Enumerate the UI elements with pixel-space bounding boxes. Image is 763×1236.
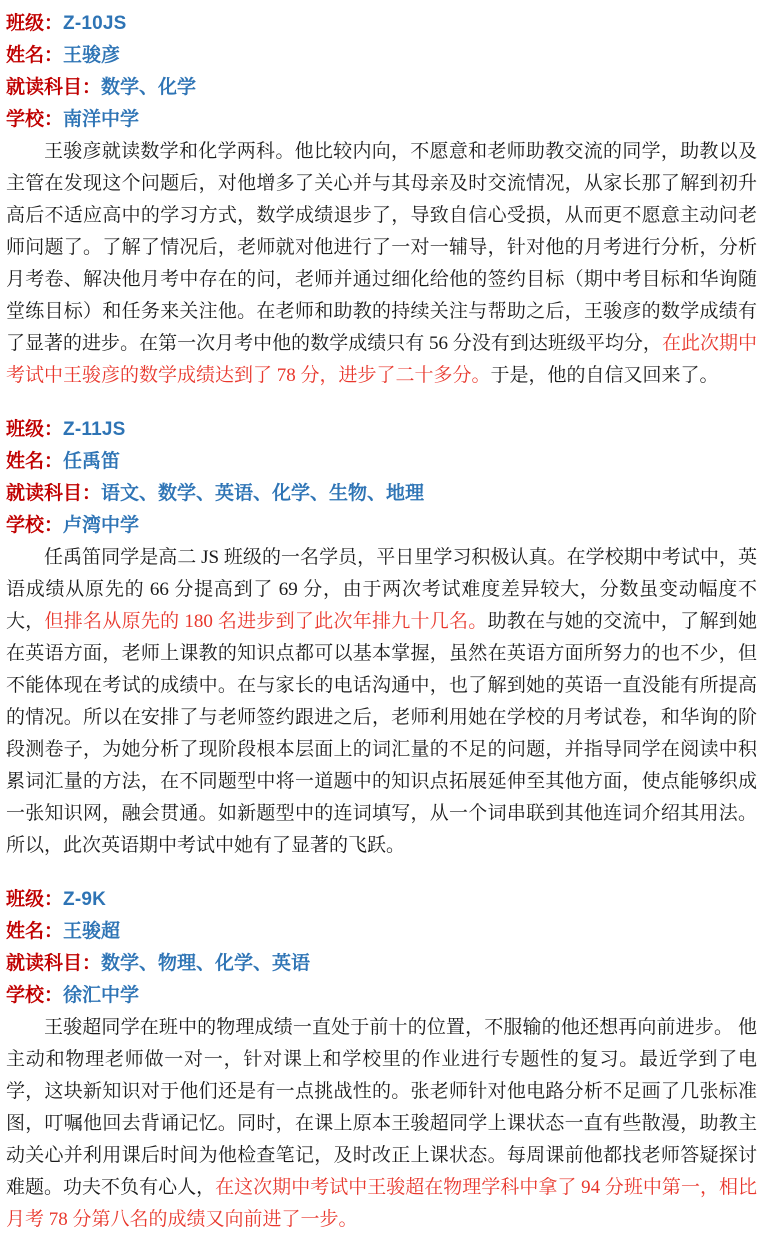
name-label: 姓名： (6, 45, 64, 66)
subjects-value: 语文、数学、英语、化学、生物、地理 (101, 483, 425, 504)
name-label: 姓名： (6, 921, 64, 942)
class-line (6, 8, 757, 40)
student-section-1 (6, 8, 757, 392)
body-text-run: 王骏彦就读数学和化学两科。他比较内向，不愿意和老师助教交流的同学，助教以及主管在发现这个问题后，对他增多了关心并与其母亲及时交流情况，从家长那了解到初升高后不适应高中的学习方式，数学成绩退步了，导致自信心受损，从而更不愿意主动问老师问题了。了解了情况后，老师就对他进行了一对一辅导，针对他的月考进行分析，分析月考卷、解决他月考中存在的问，老师并通过细化给他的签约目标（期中考目标和华询随堂练目标）和任务来关注他。在老师和助教的持续关注与帮助之后，王骏彦的数学成绩有了显著的进步。在第一次月考中他的数学成绩只有 56 分没有到达班级平均分， (6, 141, 757, 354)
school-value: 南洋中学 (63, 109, 140, 130)
name-value: 王骏超 (63, 921, 121, 942)
school-label: 学校： (6, 985, 64, 1006)
name-line (6, 446, 757, 478)
class-value: Z-10JS (63, 13, 127, 34)
body-text-run: 于是，他的自信又回来了。 (490, 365, 719, 386)
school-line (6, 980, 757, 1012)
class-label: 班级： (6, 419, 64, 440)
class-line (6, 414, 757, 446)
body-text-run: 助教在与她的交流中，了解到她在英语方面，老师上课教的知识点都可以基本掌握，虽然在英语方面所努力的也不少，但不能体现在考试的成绩中。在与家长的电话沟通中，也了解到她的英语一直没能有所提高的情况。所以在安排了与老师签约跟进之后，老师利用她在学校的月考试卷，和华询的阶段测卷子，为她分析了现阶段根本层面上的词汇量的不足的问题，并指导同学在阅读中积累词汇量的方法，在不同题型中将一道题中的知识点拓展延伸至其他方面，使点能够织成一张知识网，融会贯通。如新题型中的连词填写，从一个词串联到其他连词介绍其用法。所以，此次英语期中考试中她有了显著的飞跃。 (6, 611, 757, 856)
class-label: 班级： (6, 13, 64, 34)
school-value: 徐汇中学 (63, 985, 140, 1006)
school-line (6, 104, 757, 136)
student-section-3 (6, 884, 757, 1236)
subjects-label: 就读科目： (6, 77, 102, 98)
student-report-paragraph (6, 542, 757, 862)
school-label: 学校： (6, 109, 64, 130)
name-line (6, 916, 757, 948)
name-label: 姓名： (6, 451, 64, 472)
name-value: 任禹笛 (63, 451, 121, 472)
name-value: 王骏彦 (63, 45, 121, 66)
school-label: 学校： (6, 515, 64, 536)
body-text-run: 王骏超同学在班中的物理成绩一直处于前十的位置，不服输的他还想再向前进步。 他主动和物理老师做一对一，针对课上和学校里的作业进行专题性的复习。最近学到了电学，这块新知识对于他们还是有一点挑战性的。张老师针对他电路分析不足画了几张标准图，叮嘱他回去背诵记忆。同时，在课上原本王骏超同学上课状态一直有些散漫，助教主动关心并利用课后时间为他检查笔记，及时改正上课状态。每周课前他都找老师答疑探讨难题。功夫不负有心人， (6, 1017, 757, 1198)
subjects-line (6, 72, 757, 104)
school-line (6, 510, 757, 542)
highlighted-text-run: 但排名从原先的 180 名进步到了此次年排九十几名。 (44, 611, 488, 632)
class-value: Z-11JS (63, 419, 126, 440)
school-value: 卢湾中学 (63, 515, 140, 536)
subjects-line (6, 478, 757, 510)
student-section-2 (6, 414, 757, 862)
student-report-paragraph (6, 136, 757, 392)
student-report-paragraph (6, 1012, 757, 1236)
body-text-run: 任禹笛同学是高二 JS 班级的一名学员，平日里学习积极认真。在学校期中考试中，英语成绩从原先的 66 分提高到了 69 分，由于两次考试难度差异较大，分数虽变动幅度不大， (6, 547, 757, 632)
highlighted-text-run: 在这次期中考试中王骏超在物理学科中拿了 94 分班中第一，相比月考 78 分第八名的成绩又向前进了一步。 (6, 1177, 757, 1230)
subjects-value: 数学、化学 (101, 77, 197, 98)
class-line (6, 884, 757, 916)
subjects-line (6, 948, 757, 980)
subjects-label: 就读科目： (6, 483, 102, 504)
highlighted-text-run: 在此次期中考试中王骏彦的数学成绩达到了 78 分，进步了二十多分。 (6, 333, 757, 386)
class-value: Z-9K (63, 889, 107, 910)
name-line (6, 40, 757, 72)
subjects-label: 就读科目： (6, 953, 102, 974)
subjects-value: 数学、物理、化学、英语 (101, 953, 311, 974)
class-label: 班级： (6, 889, 64, 910)
